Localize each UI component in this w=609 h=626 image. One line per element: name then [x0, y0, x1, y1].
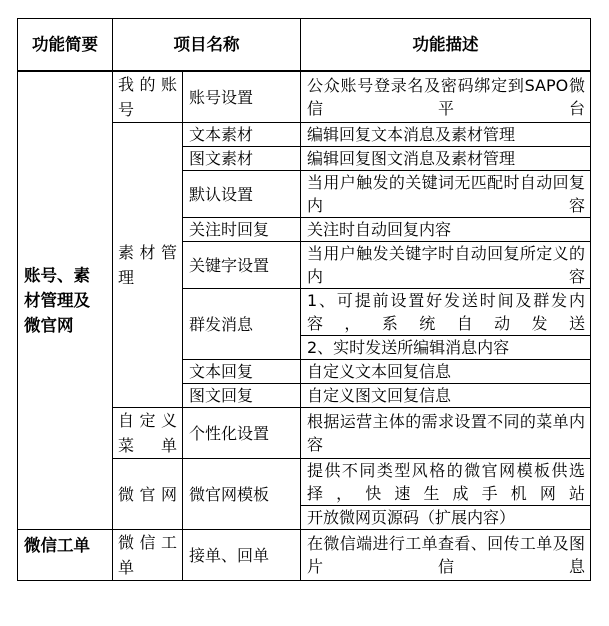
item-description: 编辑回复文本消息及素材管理	[301, 123, 591, 147]
item-name: 图文回复	[183, 384, 301, 408]
item-description: 当用户触发的关键词无匹配时自动回复内容	[301, 171, 591, 218]
item-name: 个性化设置	[183, 408, 301, 459]
item-name: 关键字设置	[183, 242, 301, 289]
header-item-name: 项目名称	[113, 19, 301, 72]
item-description: 1、可提前设置好发送时间及群发内容，系统自动发送	[301, 289, 591, 336]
header-summary: 功能简要	[18, 19, 113, 72]
header-row	[18, 19, 591, 72]
group-title: 微信工单	[18, 530, 113, 581]
feature-table	[17, 18, 591, 581]
item-description: 提供不同类型风格的微官网模板供选择，快速生成手机网站	[301, 459, 591, 506]
item-name: 账号设置	[183, 71, 301, 123]
group-title: 账号、素材管理及微官网	[18, 71, 113, 530]
item-name: 关注时回复	[183, 218, 301, 242]
item-description: 当用户触发关键字时自动回复所定义的内容	[301, 242, 591, 289]
item-name: 文本素材	[183, 123, 301, 147]
section-name: 素材管理	[113, 123, 183, 408]
item-description: 2、实时发送所编辑消息内容	[301, 336, 591, 360]
item-name: 微官网模板	[183, 459, 301, 530]
item-description: 公众账号登录名及密码绑定到SAPO微信平台	[301, 71, 591, 123]
item-description: 关注时自动回复内容	[301, 218, 591, 242]
header-description: 功能描述	[301, 19, 591, 72]
item-name: 群发消息	[183, 289, 301, 360]
table-row	[18, 71, 591, 123]
item-description: 开放微网页源码（扩展内容）	[301, 506, 591, 530]
item-description: 根据运营主体的需求设置不同的菜单内容	[301, 408, 591, 459]
section-name: 我的账号	[113, 71, 183, 123]
section-name: 自定义菜单	[113, 408, 183, 459]
item-name: 图文素材	[183, 147, 301, 171]
item-description: 自定义图文回复信息	[301, 384, 591, 408]
table-row	[18, 530, 591, 581]
item-description: 自定义文本回复信息	[301, 360, 591, 384]
section-name: 微官网	[113, 459, 183, 530]
item-description: 在微信端进行工单查看、回传工单及图片信息	[301, 530, 591, 581]
item-name: 默认设置	[183, 171, 301, 218]
item-description: 编辑回复图文消息及素材管理	[301, 147, 591, 171]
section-name: 微信工单	[113, 530, 183, 581]
item-name: 文本回复	[183, 360, 301, 384]
item-name: 接单、回单	[183, 530, 301, 581]
